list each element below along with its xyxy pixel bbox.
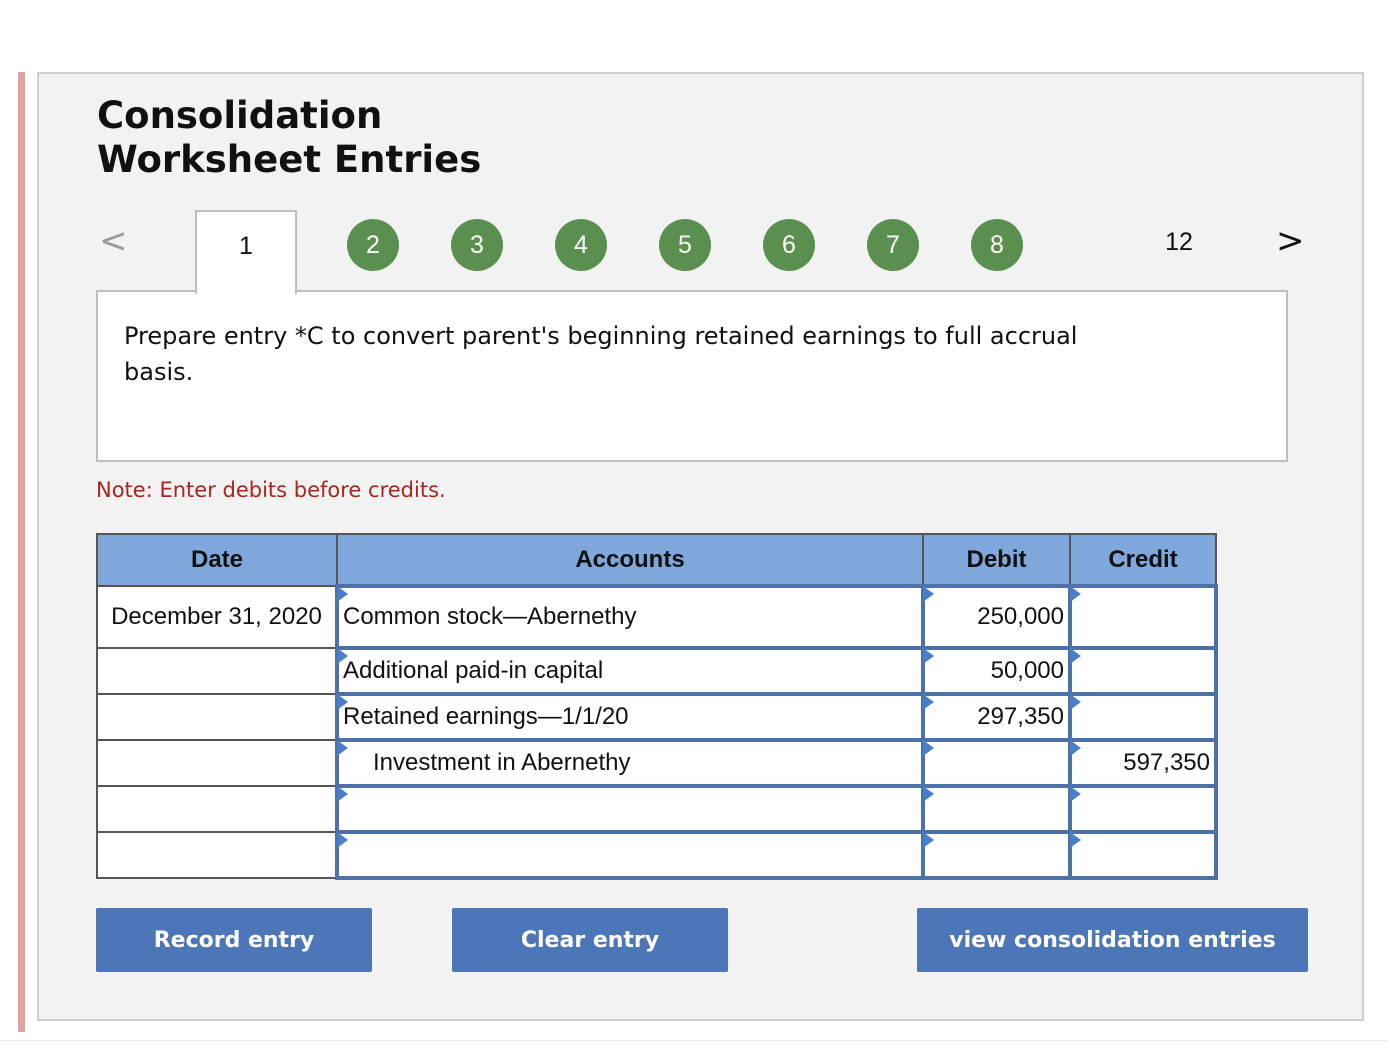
- account-select[interactable]: [337, 694, 923, 740]
- prompt-box: [96, 290, 1288, 462]
- note-text: Note: Enter debits before credits.: [96, 478, 446, 502]
- prev-arrow-icon[interactable]: <: [99, 221, 128, 261]
- table-row: [97, 694, 1216, 740]
- next-arrow-icon[interactable]: >: [1276, 221, 1305, 261]
- clear-entry-button[interactable]: Clear entry: [452, 908, 728, 972]
- date-cell[interactable]: [97, 832, 337, 878]
- dropdown-marker-icon: [923, 740, 934, 756]
- credit-input[interactable]: [1070, 786, 1216, 832]
- tab-4[interactable]: 4: [555, 219, 607, 271]
- dropdown-marker-icon: [1070, 648, 1081, 664]
- dropdown-marker-icon: [923, 648, 934, 664]
- record-entry-button[interactable]: Record entry: [96, 908, 372, 972]
- header-date: Date: [97, 534, 337, 586]
- account-select[interactable]: [337, 586, 923, 648]
- account-value: Investment in Abernethy: [373, 749, 631, 776]
- debit-input[interactable]: [923, 832, 1070, 878]
- tab-1-label: 1: [239, 232, 253, 260]
- credit-value: 597,350: [1123, 749, 1210, 776]
- account-select[interactable]: [337, 648, 923, 694]
- dropdown-marker-icon: [1070, 586, 1081, 602]
- header-accounts: Accounts: [337, 534, 923, 586]
- date-cell[interactable]: [97, 648, 337, 694]
- credit-input[interactable]: [1070, 694, 1216, 740]
- table-row: [97, 586, 1216, 648]
- account-select[interactable]: [337, 740, 923, 786]
- dropdown-marker-icon: [1070, 694, 1081, 710]
- title-line-2: Worksheet Entries: [97, 138, 482, 181]
- dropdown-marker-icon: [1070, 740, 1081, 756]
- title-line-1: Consolidation: [97, 94, 383, 137]
- footer-divider: [0, 1040, 1388, 1041]
- table-row: [97, 648, 1216, 694]
- dropdown-marker-icon: [337, 740, 348, 756]
- dropdown-marker-icon: [923, 586, 934, 602]
- credit-input[interactable]: [1070, 648, 1216, 694]
- account-value: Retained earnings—1/1/20: [343, 703, 629, 730]
- date-cell[interactable]: [97, 586, 337, 648]
- debit-value: 50,000: [990, 657, 1064, 684]
- debit-input[interactable]: [923, 786, 1070, 832]
- prompt-text: Prepare entry *C to convert parent's beginning retained earnings to full accrual basis.: [124, 322, 1078, 386]
- tab-6[interactable]: 6: [763, 219, 815, 271]
- page-title: [97, 94, 481, 182]
- account-value: Additional paid-in capital: [343, 657, 604, 684]
- dropdown-marker-icon: [337, 786, 348, 802]
- dropdown-marker-icon: [923, 694, 934, 710]
- tab-5[interactable]: 5: [659, 219, 711, 271]
- debit-value: 250,000: [977, 603, 1064, 630]
- tab-1[interactable]: [195, 210, 297, 294]
- left-accent-bar: [18, 72, 25, 1032]
- dropdown-marker-icon: [337, 832, 348, 848]
- dropdown-marker-icon: [923, 786, 934, 802]
- dropdown-marker-icon: [1070, 832, 1081, 848]
- debit-input[interactable]: [923, 586, 1070, 648]
- debit-input[interactable]: [923, 740, 1070, 786]
- dropdown-marker-icon: [337, 648, 348, 664]
- tab-2[interactable]: 2: [347, 219, 399, 271]
- credit-input[interactable]: [1070, 586, 1216, 648]
- account-value: Common stock—Abernethy: [343, 603, 637, 630]
- debit-input[interactable]: [923, 694, 1070, 740]
- account-select[interactable]: [337, 786, 923, 832]
- tab-7[interactable]: 7: [867, 219, 919, 271]
- date-cell[interactable]: [97, 786, 337, 832]
- debit-input[interactable]: [923, 648, 1070, 694]
- dropdown-marker-icon: [337, 586, 348, 602]
- table-row: [97, 832, 1216, 878]
- journal-entry-table: [96, 533, 1218, 880]
- worksheet-panel: [37, 72, 1364, 1021]
- date-value: December 31, 2020: [111, 603, 322, 630]
- date-cell[interactable]: [97, 740, 337, 786]
- header-credit: Credit: [1070, 534, 1216, 586]
- credit-input[interactable]: [1070, 832, 1216, 878]
- tab-8[interactable]: 8: [971, 219, 1023, 271]
- credit-input[interactable]: [1070, 740, 1216, 786]
- table-header-row: [97, 534, 1216, 586]
- tab-12[interactable]: 12: [1165, 228, 1193, 256]
- tab-3[interactable]: 3: [451, 219, 503, 271]
- dropdown-marker-icon: [923, 832, 934, 848]
- date-cell[interactable]: [97, 694, 337, 740]
- debit-value: 297,350: [977, 703, 1064, 730]
- dropdown-marker-icon: [1070, 786, 1081, 802]
- view-consolidation-entries-button[interactable]: view consolidation entries: [917, 908, 1308, 972]
- account-select[interactable]: [337, 832, 923, 878]
- dropdown-marker-icon: [337, 694, 348, 710]
- table-row: [97, 740, 1216, 786]
- table-row: [97, 786, 1216, 832]
- header-debit: Debit: [923, 534, 1070, 586]
